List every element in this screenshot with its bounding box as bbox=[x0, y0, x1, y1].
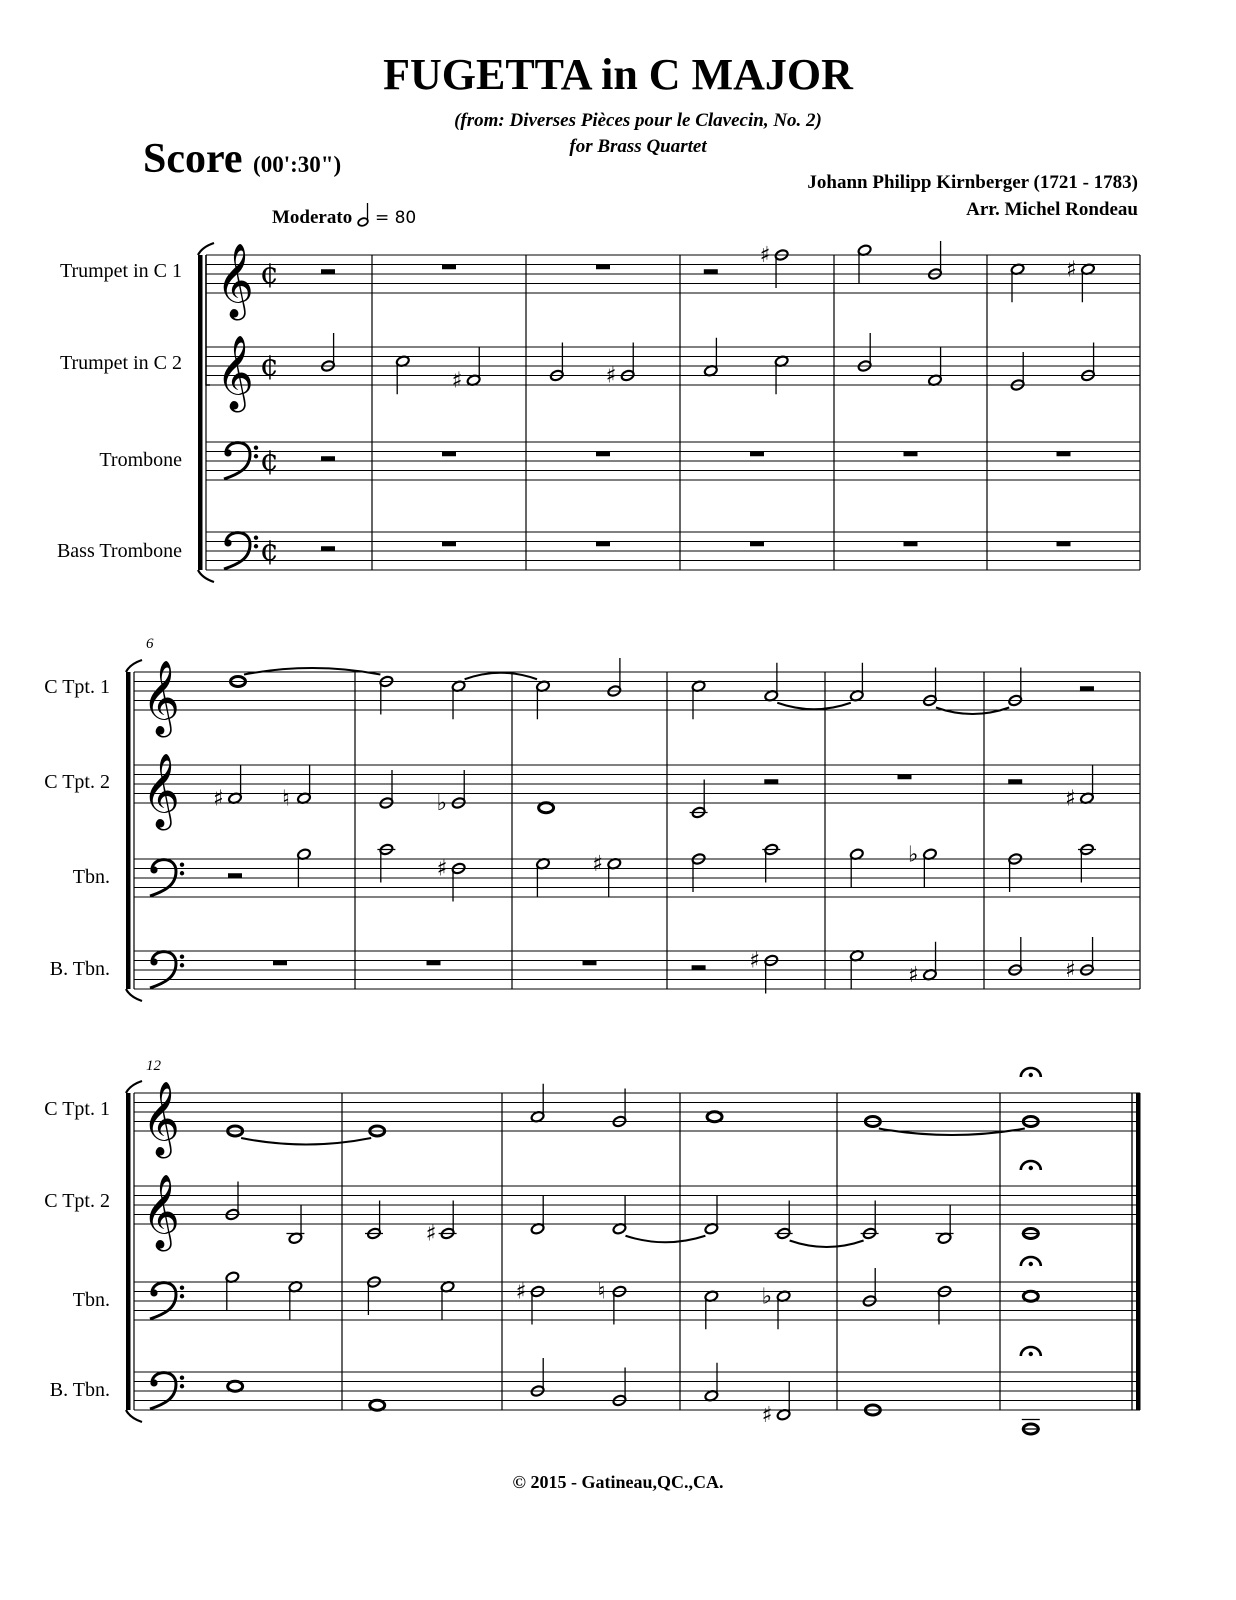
treble-clef-icon: 𝄞 bbox=[216, 336, 254, 410]
whole-rest bbox=[596, 265, 610, 270]
instrument-abbrev-trumpet-2-s3: C Tpt. 2 bbox=[44, 1190, 110, 1212]
duration: (00':30") bbox=[253, 152, 342, 177]
instrument-label-trombone: Trombone bbox=[99, 449, 182, 471]
staff-bass-trombone-system-3 bbox=[134, 1372, 1140, 1410]
staff-trumpet-2-system-3 bbox=[134, 1186, 1140, 1224]
half-rest bbox=[321, 546, 335, 551]
bracket-top-hook bbox=[198, 243, 214, 255]
half-rest bbox=[1008, 779, 1022, 784]
whole-rest bbox=[596, 452, 610, 457]
accidental-flat: ♭ bbox=[761, 1284, 773, 1310]
arranger: Arr. Michel Rondeau bbox=[966, 199, 1138, 220]
measure-number-12: 12 bbox=[146, 1058, 161, 1074]
instrument-abbrev-trombone-s2: Tbn. bbox=[72, 866, 110, 888]
final-barline-thick bbox=[1136, 1093, 1141, 1410]
instrument-abbrev-bass-trombone-s3: B. Tbn. bbox=[49, 1379, 110, 1401]
whole-rest bbox=[273, 961, 287, 966]
treble-clef-icon: 𝄞 bbox=[216, 244, 254, 318]
staff-trombone-system-3 bbox=[134, 1279, 1140, 1320]
half-rest bbox=[692, 965, 706, 970]
accidental-natural: ♮ bbox=[282, 786, 290, 812]
whole-note bbox=[1023, 1291, 1038, 1301]
cut-time-signature: ¢ bbox=[260, 256, 280, 291]
accidental-flat: ♭ bbox=[907, 842, 919, 868]
staff-trombone-system-2 bbox=[134, 856, 1140, 897]
staff-bass-trombone-system-2 bbox=[134, 948, 1140, 989]
copyright: © 2015 - Gatineau,QC.,CA. bbox=[512, 1472, 724, 1492]
accidental-sharp: ♯ bbox=[436, 856, 448, 882]
half-rest bbox=[321, 269, 335, 274]
staff-trumpet-1-system-2 bbox=[134, 672, 1140, 710]
instrument-abbrev-trombone-s3: Tbn. bbox=[72, 1289, 110, 1311]
fermata bbox=[1021, 1257, 1041, 1266]
whole-rest bbox=[898, 775, 912, 780]
accidental-sharp: ♯ bbox=[213, 786, 224, 812]
whole-rest bbox=[442, 265, 456, 270]
accidental-sharp: ♯ bbox=[1064, 786, 1076, 812]
staff-trombone-system-1 bbox=[206, 442, 1140, 480]
system-bracket bbox=[198, 255, 203, 570]
fermata bbox=[1021, 1347, 1041, 1356]
accidental-natural: ♮ bbox=[597, 1279, 606, 1305]
half-rest bbox=[228, 873, 242, 878]
accidental-sharp: ♯ bbox=[592, 851, 603, 877]
half-rest bbox=[764, 779, 778, 784]
staff-bass-trombone-system-1 bbox=[206, 532, 1140, 570]
instrument-label-bass-trombone: Bass Trombone bbox=[56, 540, 182, 562]
instrument-abbrev-trumpet-1-s2: C Tpt. 1 bbox=[44, 676, 110, 698]
instrument-label-trumpet-1: Trumpet in C 1 bbox=[59, 260, 182, 282]
whole-rest bbox=[442, 542, 456, 547]
accidental-flat: ♭ bbox=[436, 791, 448, 816]
bracket-bottom-hook bbox=[126, 1410, 142, 1422]
accidental-sharp: ♯ bbox=[749, 948, 760, 974]
cut-time-signature: ¢ bbox=[260, 348, 280, 383]
tie bbox=[241, 1138, 371, 1145]
score-subtitle: (from: Diverses Pièces pour le Clavecin, No. 2) bbox=[454, 110, 822, 131]
tie bbox=[777, 703, 851, 710]
cut-time-signature: ¢ bbox=[260, 533, 280, 568]
instrument-abbrev-trumpet-1-s3: C Tpt. 1 bbox=[44, 1098, 110, 1120]
staff-trumpet-1-system-3 bbox=[134, 1093, 1140, 1131]
instrument-label-trumpet-2: Trumpet in C 2 bbox=[59, 352, 182, 374]
whole-note bbox=[228, 1381, 243, 1391]
whole-rest bbox=[1057, 452, 1071, 457]
instrumentation: for Brass Quartet bbox=[569, 136, 707, 157]
tempo-value: = 80 bbox=[374, 208, 417, 228]
bracket-top-hook bbox=[126, 660, 142, 672]
whole-note bbox=[707, 1112, 722, 1122]
bracket-bottom-hook bbox=[126, 989, 142, 1001]
tie bbox=[879, 1129, 1025, 1136]
bracket-top-hook bbox=[126, 1081, 142, 1093]
whole-rest bbox=[750, 452, 764, 457]
tie bbox=[244, 668, 380, 675]
accidental-sharp: ♯ bbox=[907, 962, 919, 988]
whole-rest bbox=[1057, 542, 1071, 547]
whole-rest bbox=[442, 452, 456, 457]
measure-number-6: 6 bbox=[146, 636, 154, 652]
whole-note bbox=[539, 803, 554, 813]
whole-rest bbox=[904, 452, 918, 457]
tempo-text: Moderato bbox=[272, 207, 353, 228]
treble-clef-icon: 𝄞 bbox=[142, 754, 180, 828]
half-rest bbox=[321, 456, 335, 461]
whole-rest bbox=[596, 542, 610, 547]
half-rest bbox=[704, 269, 718, 274]
accidental-sharp: ♯ bbox=[451, 368, 463, 394]
whole-rest bbox=[750, 542, 764, 547]
accidental-sharp: ♯ bbox=[605, 363, 617, 389]
score-word: Score bbox=[143, 136, 243, 182]
whole-rest bbox=[583, 961, 597, 966]
fermata bbox=[1021, 1068, 1041, 1077]
tie bbox=[936, 708, 1009, 715]
accidental-sharp: ♯ bbox=[425, 1221, 437, 1247]
whole-rest bbox=[904, 542, 918, 547]
accidental-sharp: ♯ bbox=[515, 1279, 527, 1305]
tie bbox=[625, 1236, 705, 1243]
instrument-abbrev-trumpet-2-s2: C Tpt. 2 bbox=[44, 771, 110, 793]
half-rest bbox=[1080, 686, 1094, 691]
accidental-sharp: ♯ bbox=[1065, 257, 1077, 283]
bracket-bottom-hook bbox=[198, 570, 214, 582]
tie bbox=[465, 673, 537, 680]
instrument-abbrev-bass-trombone-s2: B. Tbn. bbox=[49, 958, 110, 980]
system-bracket bbox=[126, 672, 131, 989]
treble-clef-icon: 𝄞 bbox=[142, 1082, 180, 1156]
composer: Johann Philipp Kirnberger (1721 - 1783) bbox=[807, 172, 1138, 193]
score-title: FUGETTA in C MAJOR bbox=[383, 50, 853, 99]
staff-trumpet-1-system-1 bbox=[206, 255, 1140, 293]
cut-time-signature: ¢ bbox=[260, 443, 280, 478]
tie bbox=[790, 1241, 864, 1248]
whole-rest bbox=[427, 961, 441, 966]
system-bracket bbox=[126, 1093, 131, 1410]
accidental-sharp: ♯ bbox=[761, 1402, 773, 1428]
fermata bbox=[1021, 1161, 1041, 1170]
accidental-sharp: ♯ bbox=[759, 243, 771, 268]
accidental-sharp: ♯ bbox=[1064, 958, 1076, 983]
treble-clef-icon: 𝄞 bbox=[142, 1175, 180, 1249]
whole-note bbox=[370, 1400, 385, 1410]
treble-clef-icon: 𝄞 bbox=[142, 661, 180, 735]
staff-trumpet-2-system-1 bbox=[206, 347, 1140, 385]
